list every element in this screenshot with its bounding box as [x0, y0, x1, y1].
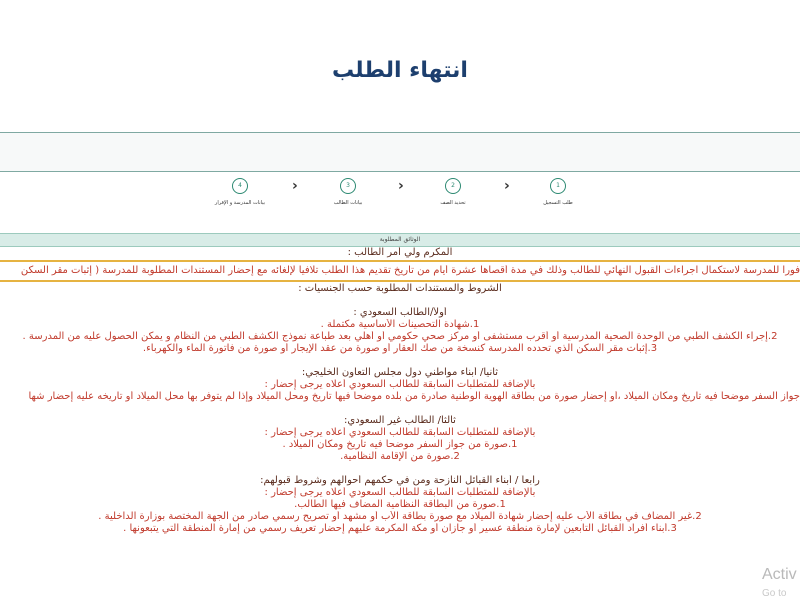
nonsaudi-item: 2.صورة من الإقامة النظامية. — [340, 451, 460, 462]
stepper — [200, 178, 600, 218]
step-select-grade[interactable] — [413, 178, 493, 206]
nonsaudi-intro: بالإضافة للمتطلبات السابقة للطالب السعودي أعلاه يرجى إحضار : — [264, 427, 536, 438]
tribes-intro: بالإضافة للمتطلبات السابقة للطالب السعودي أعلاه يرجى إحضار : — [264, 487, 536, 498]
tribes-heading: رابعاً / أبناء القبائل النازحة ومن في حكمهم أحوالهم وشروط قبولهم: — [260, 475, 540, 486]
nonsaudi-item: 1.صورة من جواز السفر موضحاً فيه تاريخ ومكان الميلاد . — [282, 439, 518, 450]
chevron-icon: › — [292, 178, 298, 194]
step-school-data[interactable] — [200, 178, 280, 206]
step-number: 3 — [340, 178, 356, 194]
saudi-item: 2.إجراء الكشف الطبي من الوحدة الصحية المدرسية أو أقرب مستشفى أو مركز صحي حكومي أو أهلي بعد طباعة نموذج الكشف الطبي من النظام و يمكن الحصول عليه من المدرسة . — [22, 331, 778, 342]
step-label: طلب التسجيل — [543, 200, 573, 206]
notice-text: فورا للمدرسة لاستكمال اجراءات القبول النهائي للطالب وذلك في مدة أقصاها عشرة أيام من تاريخ تقديم هذا الطلب تلافيا لإلغائه مع إحضار المستندات المطلوبة للمدرسة ( إثبات مقر السكن — [20, 265, 800, 276]
step-label: بيانات المدرسة و الإقرار — [214, 200, 266, 206]
tribes-item: 2.غير المضاف في بطاقة الأب عليه إحضار شهادة الميلاد مع صورة بطاقة الأب أو مشهد أو تصريح رسمي صادر من الجهة المختصة بوزارة الداخلية . — [98, 511, 702, 522]
required-documents-content — [0, 247, 800, 535]
greeting-text: المكرم ولي أمر الطالب : — [347, 247, 453, 258]
tribes-item: 3.أبناء أفراد القبائل التابعين لإمارة منطقة عسير أو جازان أو مكة المكرمة عليهم إحضار تعريف رسمي من إمارة المنطقة التي يتبعونها . — [123, 523, 677, 534]
saudi-heading: أولاً/الطالب السعودي : — [353, 307, 447, 318]
chevron-icon: › — [398, 178, 404, 194]
step-number: 4 — [232, 178, 248, 194]
step-registration-request[interactable] — [518, 178, 598, 206]
step-number: 1 — [550, 178, 566, 194]
saudi-item: 3.إثبات مقر السكن الذي تحدده المدرسة كنسخة من صك العقار أو صورة من عقد الإيجار أو صورة من فاتورة الماء والكهرباء. — [142, 343, 658, 354]
gulf-detail: جواز السفر موضحاً فيه تاريخ ومكان الميلاد ،أو إحضار صورة من بطاقة الهوية الوطنية صادرة من بلده موضحاً فيها تاريخ ومحل الميلاد وإذا لم يتوفر بها محل الميلاد أو تاريخه عليه إحضار شها — [28, 391, 800, 402]
chevron-icon: › — [504, 178, 510, 194]
nonsaudi-heading: ثالثاً/ الطالب غير السعودي: — [344, 415, 456, 426]
page-title: انتهاء الطلب — [332, 58, 468, 83]
windows-activation-watermark-sub: Go to — [762, 588, 787, 599]
required-documents-bar: الوثائق المطلوبة — [0, 233, 800, 247]
step-label: بيانات الطالب — [333, 200, 363, 206]
tribes-item: 1.صورة من البطاقة النظامية المضاف فيها الطالب. — [294, 499, 506, 510]
step-label: تحديد الصف — [440, 200, 466, 206]
step-student-data[interactable] — [308, 178, 388, 206]
top-band — [0, 132, 800, 172]
conditions-heading: الشروط والمستندات المطلوبة حسب الجنسيات : — [298, 283, 502, 294]
notice-box — [0, 260, 800, 282]
gulf-heading: ثانياً/ أبناء مواطني دول مجلس التعاون الخليجي: — [301, 367, 499, 378]
step-number: 2 — [445, 178, 461, 194]
saudi-item: 1.شهادة التحصينات الأساسية مكتملة . — [320, 319, 480, 330]
windows-activation-watermark: Activ — [762, 566, 797, 583]
gulf-intro: بالإضافة للمتطلبات السابقة للطالب السعودي أعلاه يرجى إحضار : — [264, 379, 536, 390]
